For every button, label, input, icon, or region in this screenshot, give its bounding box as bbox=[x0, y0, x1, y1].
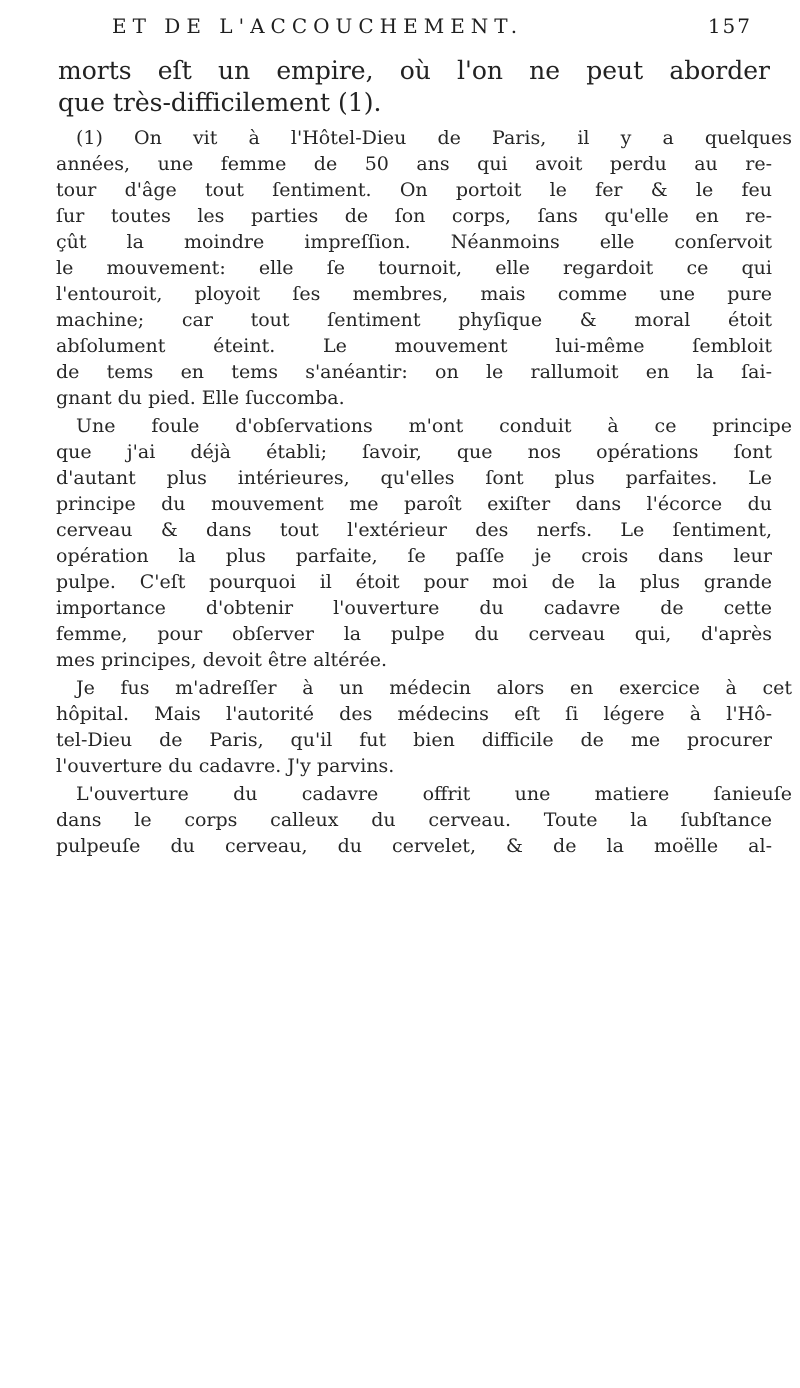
footnote-line: çût la moindre impreſſion. Néanmoins elle conſervoit bbox=[56, 231, 772, 253]
footnote-line: gnant du pied. Elle ſuccomba. bbox=[56, 387, 345, 409]
footnote-line: le mouvement: elle ſe tournoit, elle regardoit ce qui bbox=[56, 257, 772, 279]
footnote-line: Une foule d'obſervations m'ont conduit à ce principe bbox=[76, 415, 792, 437]
main-text-line: morts eſt un empire, où l'on ne peut aborder bbox=[58, 56, 770, 85]
footnote-line: tel-Dieu de Paris, qu'il fut bien difficile de me procurer bbox=[56, 729, 772, 751]
footnote-line: d'autant plus intérieures, qu'elles ſont plus parfaites. Le bbox=[56, 467, 772, 489]
running-header bbox=[112, 14, 752, 46]
footnote-line: ſur toutes les parties de ſon corps, ſans qu'elle en re- bbox=[56, 205, 772, 227]
footnote-line: L'ouverture du cadavre offrit une matiere ſanieuſe bbox=[76, 783, 792, 805]
footnote-line: femme, pour obſerver la pulpe du cerveau qui, d'après bbox=[56, 623, 772, 645]
footnote-line: tour d'âge tout ſentiment. On portoit le fer & le feu bbox=[56, 179, 772, 201]
footnote-line: machine; car tout ſentiment phyſique & moral étoit bbox=[56, 309, 772, 331]
footnote-line: l'ouverture du cadavre. J'y parvins. bbox=[56, 755, 395, 777]
footnote-line: pulpe. C'eſt pourquoi il étoit pour moi de la plus grande bbox=[56, 571, 772, 593]
footnote-line: de tems en tems s'anéantir: on le rallumoit en la ſai- bbox=[56, 361, 772, 383]
footnote-line: importance d'obtenir l'ouverture du cadavre de cette bbox=[56, 597, 772, 619]
page-number: 157 bbox=[707, 14, 752, 38]
main-text-line: que très-difficilement (1). bbox=[58, 88, 382, 117]
footnote-line: principe du mouvement me paroît exiſter dans l'écorce du bbox=[56, 493, 772, 515]
footnote-line: Je fus m'adreſſer à un médecin alors en exercice à cet bbox=[76, 677, 792, 699]
footnote-line: hôpital. Mais l'autorité des médecins eſt ſi légere à l'Hô- bbox=[56, 703, 772, 725]
footnote-line: que j'ai déjà établi; ſavoir, que nos opérations ſont bbox=[56, 441, 772, 463]
footnote-line: cerveau & dans tout l'extérieur des nerfs. Le ſentiment, bbox=[56, 519, 772, 541]
footnote-line: (1) On vit à l'Hôtel-Dieu de Paris, il y a quelques bbox=[76, 127, 792, 149]
footnote-line: l'entouroit, ployoit ſes membres, mais comme une pure bbox=[56, 283, 772, 305]
footnote-line: années, une femme de 50 ans qui avoit perdu au re- bbox=[56, 153, 772, 175]
footnote-line: pulpeuſe du cerveau, du cervelet, & de la moëlle al- bbox=[56, 835, 772, 857]
footnote-line: abſolument éteint. Le mouvement lui-même ſembloit bbox=[56, 335, 772, 357]
running-title: ET DE L'ACCOUCHEMENT. bbox=[112, 14, 524, 38]
footnote-line: mes principes, devoit être altérée. bbox=[56, 649, 388, 671]
footnote-line: dans le corps calleux du cerveau. Toute la ſubſtance bbox=[56, 809, 772, 831]
footnote-line: opération la plus parfaite, ſe paſſe je crois dans leur bbox=[56, 545, 772, 567]
